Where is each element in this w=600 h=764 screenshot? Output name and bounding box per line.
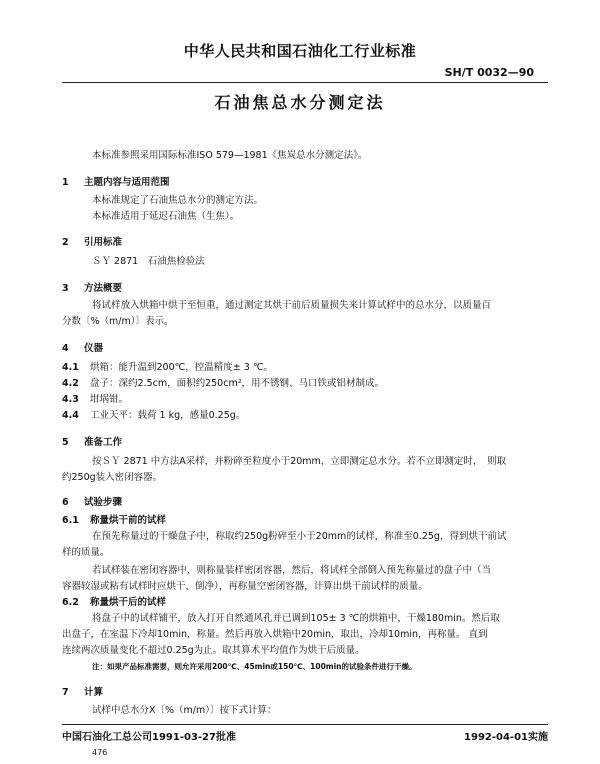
document-title: 石油焦总水分测定法 bbox=[214, 93, 386, 112]
section-title: 仪器 bbox=[84, 343, 104, 354]
section-number: 2 bbox=[62, 237, 69, 248]
subsection-title: 称量烘干前的试样 bbox=[90, 515, 167, 526]
section-1-para-2: 本标准适用于延迟石油焦（生焦）。 bbox=[92, 211, 240, 222]
subsection-6-2-para-2: 出盘子，在室温下冷却10min，称量。然后再放入烘箱中20min，取出，冷却10min，再称量。 直到 bbox=[62, 629, 488, 640]
standard-code: SH/T 0032—90 bbox=[444, 66, 534, 79]
section-number: 5 bbox=[62, 437, 69, 448]
section-title: 引用标准 bbox=[84, 237, 123, 248]
item-number: 4.2 bbox=[62, 378, 79, 389]
subsection-6-2-heading bbox=[62, 595, 166, 611]
section-1-para-1: 本标准规定了石油焦总水分的测定方法。 bbox=[92, 195, 264, 206]
subsection-6-1-para-3: 若试样装在密闭容器中，则称量装样密闭容器，然后，将试样全部倒入预先称量过的盘子中（当 bbox=[92, 565, 492, 576]
subsection-6-1-para-4: 容器较湿或粘有试样时应烘干，倒净），再称量空密闭容器，计算出烘干前试样的质量。 bbox=[62, 581, 428, 592]
item-text: 烘箱：能升温到200℃，控温精度± 3 ℃。 bbox=[90, 362, 274, 373]
item-text: 坩埚钳。 bbox=[90, 394, 129, 405]
subsection-number: 6.2 bbox=[62, 597, 79, 608]
subsection-6-2-para-3: 连续两次质量变化不超过0.25g为止。取其算术平均值作为烘干后质量。 bbox=[62, 645, 365, 656]
instrument-item bbox=[62, 376, 384, 392]
instrument-item bbox=[62, 392, 128, 408]
section-number: 1 bbox=[62, 177, 69, 188]
section-5-para-1: 按ＳＹ 2871 中方法A采样，并粉碎至粒度小于20mm，立即测定总水分。若不立即测定时， 则取 bbox=[92, 456, 507, 467]
section-title: 方法概要 bbox=[84, 283, 123, 294]
intro-paragraph: 本标准参照采用国际标准ISO 579—1981《焦炭总水分测定法》。 bbox=[92, 150, 368, 161]
section-title: 试验步骤 bbox=[84, 497, 123, 508]
instrument-item bbox=[62, 408, 245, 424]
header-divider bbox=[62, 82, 548, 83]
section-7-heading bbox=[62, 684, 103, 698]
item-number: 4.4 bbox=[62, 410, 79, 421]
footer-divider bbox=[62, 724, 548, 725]
section-number: 4 bbox=[62, 343, 69, 354]
section-7-para-1: 试样中总水分X〔%（m/m）〕按下式计算： bbox=[92, 705, 277, 716]
section-2-reference: ＳＹ 2871 石油焦检验法 bbox=[92, 256, 205, 267]
subsection-6-2-para-1: 将盘子中的试样铺平，放入打开自然通风孔并已调到105± 3 ℃的烘箱中，干燥180min。然后取 bbox=[92, 613, 500, 624]
section-5-para-2: 约250g装入密闭容器。 bbox=[62, 472, 163, 483]
effective-date: 1992-04-01实施 bbox=[464, 732, 548, 743]
subsection-6-2-note: 注：如果产品标准需要，则允许采用200℃、45min或150℃、100min的试验条件进行干燥。 bbox=[92, 662, 417, 671]
section-2-heading bbox=[62, 234, 122, 248]
item-number: 4.1 bbox=[62, 362, 79, 373]
item-number: 4.3 bbox=[62, 394, 79, 405]
section-number: 7 bbox=[62, 687, 69, 698]
section-3-para-2: 分数〔%（m/m）〕表示。 bbox=[62, 316, 174, 327]
subsection-6-1-para-2: 样的质量。 bbox=[62, 547, 110, 558]
section-title: 主题内容与适用范围 bbox=[84, 177, 170, 188]
section-3-para-1: 将试样放入烘箱中烘干至恒重，通过测定其烘干前后质量损失来计算试样中的总水分，以质量百 bbox=[92, 300, 492, 311]
approval-date: 中国石油化工总公司1991-03-27批准 bbox=[62, 732, 236, 743]
section-title: 准备工作 bbox=[84, 437, 123, 448]
section-title: 计算 bbox=[84, 687, 104, 698]
subsection-6-1-heading bbox=[62, 513, 166, 529]
issuing-authority-title: 中华人民共和国石油化工行业标准 bbox=[183, 42, 417, 60]
subsection-number: 6.1 bbox=[62, 515, 79, 526]
instrument-item bbox=[62, 360, 273, 376]
page-number: 476 bbox=[92, 748, 108, 757]
section-1-heading bbox=[62, 174, 170, 188]
section-4-heading bbox=[62, 340, 103, 354]
subsection-title: 称量烘干后的试样 bbox=[90, 597, 167, 608]
section-5-heading bbox=[62, 434, 122, 448]
section-number: 3 bbox=[62, 283, 69, 294]
item-text: 工业天平：载荷 1 kg，感量0.25g。 bbox=[90, 410, 246, 421]
section-3-heading bbox=[62, 280, 122, 294]
subsection-6-1-para-1: 在预先称量过的干燥盘子中，称取约250g粉碎至小于20mm的试样，称准至0.25g，得到烘干前试 bbox=[92, 531, 507, 542]
item-text: 盘子：深约2.5cm，面积约250cm²，用不锈钢、马口铁或铝材制成。 bbox=[90, 378, 385, 389]
section-6-heading bbox=[62, 494, 122, 508]
section-number: 6 bbox=[62, 497, 69, 508]
